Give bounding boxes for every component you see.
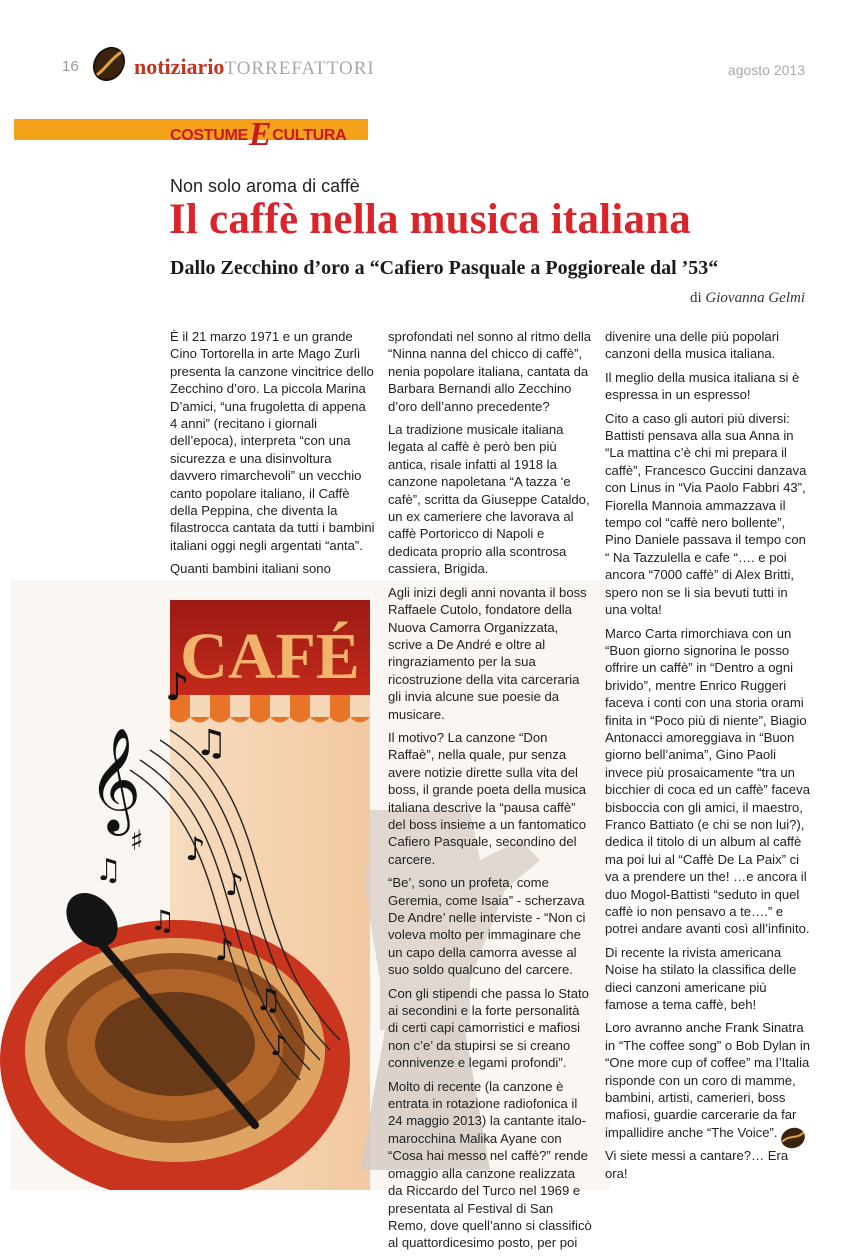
paragraph: Di recente la rivista americana Noise ha stilato la classifica delle dieci canzoni americane più famose a tema caffè, beh! <box>605 944 797 1013</box>
byline <box>690 290 805 307</box>
article-column-2 <box>388 328 593 1258</box>
article-column-1 <box>170 328 376 584</box>
paragraph: Marco Carta rimorchiava con un “Buon giorno signorina le posso offrire un caffè” in “Dentro a ogni brivido”, mentre Enrico Ruggeri faceva i conti con una storia orami finita in “Poco più di niente”, Biagio Antonacci amoreggiava in “Buon giorno bell’anima”, Gino Paoli invece più prosaicamente “tra un bicchier di coca ed un caffè” faceva bisboccia con gli amici, il maestro, Franco Battiato (e chi se non lui?), dedica il titolo di un album al caffè ma poi lui al “Caffè De La Paix” ci va a prendere un the! …e ancora il duo Mogol-Battisti “seduto in quel caffè io non pensavo a te….” e potrei andare avanti così all’infinito. <box>605 625 811 937</box>
treble-clef-icon: 𝄞 <box>88 727 142 832</box>
paragraph: Il motivo? La canzone “Don Raffaè”, nella quale, pur senza avere notizie dirette sulla vita del boss, il grande poeta della musica italiana descrive la “pausa caffè” del boss insieme a un fantomatico Cafiero Pasquale, secondino del carcere. <box>388 729 586 867</box>
svg-text:♪: ♪ <box>270 1029 288 1062</box>
svg-text:♫: ♫ <box>195 723 228 764</box>
paragraph: Loro avranno anche Frank Sinatra in “The coffee song” o Bob Dylan in “One more cup of coffee” ma l’Italia risponde con un coro di mamme, bambini, artisti, camerieri, boss mafiosi, guardie carcerarie da far impallidire anche “The Voice”. <box>605 1020 811 1140</box>
paragraph: Il meglio della musica italiana si è espressa in un espresso! <box>605 369 800 403</box>
byline-prefix: di <box>690 290 702 306</box>
article-kicker: Non solo aroma di caffè <box>170 176 360 196</box>
paragraph: Agli inizi degli anni novanta il boss Raffaele Cutolo, fondatore della Nuova Camorra Organizzata, scrive a De André e oltre al ringraziamento per la sua ricostruzione della vita carceraria gli invia alcune sue poesie da musicare. <box>388 584 587 722</box>
svg-text:♫: ♫ <box>255 983 282 1018</box>
brand-subtitle: TORREFATTORI <box>224 58 375 79</box>
paragraph: Cito a caso gli autori più diversi: Battisti pensava alla sua Anna in “La mattina c’è chi mi prepara il caffè”, Francesco Guccini danzava con Linus in “Via Paolo Fabbri 43”, Fiorella Mannoia ammazzava il tempo col “caffè nero bollente”, Pino Daniele passava il tempo con “ Na Tazzulella e cafe “…. e poi ancora “7000 caffè” di Alex Britti, spero non se li sia bevuti tutti in una volta! <box>605 410 807 618</box>
publication-name <box>134 54 375 80</box>
paragraph: divenire una delle più popolari canzoni della musica italiana. <box>605 329 779 362</box>
page-number: 16 <box>62 58 79 75</box>
end-mark-bean-icon <box>779 1125 807 1151</box>
paragraph: Molto di recente (la canzone è entrata in rotazione radiofonica il 24 maggio 2013) la cantante italo-marocchina Malika Ayane con “Cosa hai messo nel caffè?” rende omaggio alla canzone realizzata da Riccardo del Turco nel 1969 e presentata al Festival di San Remo, dove quell’anno si classificò al quattordicesimo posto, per poi <box>388 1078 592 1251</box>
section-right: CULTURA <box>272 127 347 144</box>
paragraph: “Be’, sono un profeta, come Geremia, come Isaia” - scherzava De Andre’ nelle interviste - “Non ci voleva molto per immaginare che un capo della camorra avesse al suo soldo qualcuno del carcere. <box>388 875 586 978</box>
paragraph: Con gli stipendi che passa lo Stato ai secondini e la forte personalità di certi capi camorristici e mafiosi non c’e’ da stupirsi se si creano connivenze e legami profondi”. <box>388 985 589 1071</box>
author-name: Giovanna Gelmi <box>705 290 805 306</box>
article-title: Il caffè nella musica italiana <box>169 196 691 243</box>
issue-date: agosto 2013 <box>727 62 805 78</box>
paragraph: Quanti bambini italiani sono <box>170 561 331 577</box>
cafe-sign-text: CAFÉ <box>180 620 360 693</box>
svg-text:♪: ♪ <box>165 665 190 709</box>
page-header <box>0 0 855 100</box>
article-column-3 <box>605 328 810 1188</box>
paragraph: sprofondati nel sonno al ritmo della “Ninna nanna del chicco di caffè”, nenia popolare italiana, cantata da Barbara Bernandi allo Zecchino d’oro dell’anno precedente? <box>388 329 592 414</box>
section-ampersand: E <box>248 116 272 153</box>
article-subtitle: Dallo Zecchino d’oro a “Cafiero Pasquale a Poggioreale dal ’53“ <box>170 257 719 279</box>
coffee-bean-icon <box>90 44 128 84</box>
section-label <box>170 116 347 153</box>
svg-text:♪: ♪ <box>215 933 235 968</box>
svg-text:♯: ♯ <box>130 824 144 857</box>
paragraph: È il 21 marzo 1971 e un grande Cino Tortorella in arte Mago Zurlì presenta la canzone vincitrice dello Zecchino d’oro. La piccola Marina D’amici, “una frugoletta di appena 4 anni” (recitano i giornali dell’epoca), interpreta “con una sicurezza e una disinvoltura davvero rimarchevoli” un vecchio canto popolare italiano, il Caffè della Peppina, che diventa la filastrocca cantata da tutti i bambini italiani oggi negli argentati “anta”. <box>170 329 375 553</box>
svg-text:♫: ♫ <box>95 853 122 888</box>
section-left: COSTUME <box>170 127 248 144</box>
brand-name: notiziario <box>134 54 225 79</box>
svg-text:♫: ♫ <box>150 904 176 937</box>
paragraph: Vi siete messi a cantare?… Era ora! <box>605 1148 789 1181</box>
svg-text:♪: ♪ <box>185 830 206 868</box>
paragraph: La tradizione musicale italiana legata al caffè è però ben più antica, risale infatti al 1918 la canzone napoletana “A tazza ‘e cafè”, scritta da Giuseppe Cataldo, un ex cameriere che lavorava al caffè Portoricco di Napoli e dedicata proprio alla scontrosa cassiera, Brigida. <box>388 422 590 577</box>
svg-text:♪: ♪ <box>225 868 245 903</box>
